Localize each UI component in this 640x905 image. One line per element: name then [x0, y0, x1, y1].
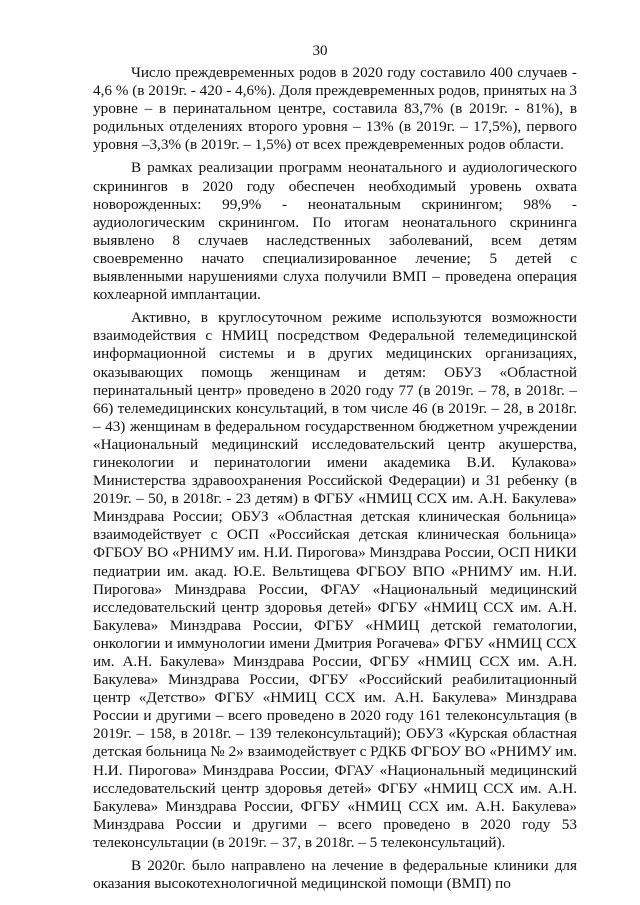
page-number: 30 [312, 43, 328, 59]
paragraph-high-tech-care: В 2020г. было направлено на лечение в федеральные клиники для оказания высокотехнологичной медицинской помощи (ВМП) по [93, 857, 577, 893]
paragraph-premature-births: Число преждевременных родов в 2020 году составило 400 случаев - 4,6 % (в 2019г. - 420 - 4,6%). Доля преждевременных родов, принятых на 3 уровне – в перинатальном центре, составила 83,7% (в 2019г. - 81%), в родильных отделениях второго уровня – 13% (в 2019г. – 17,5%), первого уровня –3,3% (в 2019г. – 1,5%) от всех преждевременных родов области. [93, 64, 577, 154]
document-body [93, 64, 577, 893]
paragraph-screening: В рамках реализации программ неонатального и аудиологического скринингов в 2020 году обеспечен необходимый уровень охвата новорожденных: 99,9% - неонатальным скринингом; 98% - аудиологическим скринингом. По итогам неонатального скрининга выявлено 8 случаев наследственных заболеваний, всем детям своевременно начато специализированное лечение; 5 детей с выявленными нарушениями слуха получили ВМП – проведена операция кохлеарной имплантации. [93, 159, 577, 304]
paragraph-telemedicine: Активно, в круглосуточном режиме используются возможности взаимодействия с НМИЦ посредством Федеральной телемедицинской информационной системы и в других медицинских организациях, оказывающих помощь женщинам и детям: ОБУЗ «Областной перинатальный центр» проведено в 2020 году 77 (в 2019г. – 78, в 2018г. – 66) телемедицинских консультаций, в том числе 46 (в 2019г. – 28, в 2018г. – 43) женщинам в федеральном государственном бюджетном учреждении «Национальный медицинский исследовательский центр акушерства, гинекологии и перинатологии имени академика В.И. Кулакова» Министерства здравоохранения Российской Федерации) и 31 ребенку (в 2019г. – 50, в 2018г. - 23 детям) в ФГБУ «НМИЦ ССХ им. А.Н. Бакулева» Минздрава России; ОБУЗ «Областная детская клиническая больница» взаимодействует с ОСП «Российская детская клиническая больница» ФГБОУ ВО «РНИМУ им. Н.И. Пирогова» Минздрава России, ОСП НИКИ педиатрии им. акад. Ю.Е. Вельтищева ФГБОУ ВПО «РНИМУ им. Н.И. Пирогова» Минздрава России, ФГАУ «Национальный медицинский исследовательский центр здоровья детей» ФГБУ «НМИЦ ССХ им. А.Н. Бакулева» Минздрава России, ФГБУ «НМИЦ детской гематологии, онкологии и иммунологии имени Дмитрия Рогачева» ФГБУ «НМИЦ ССХ им. А.Н. Бакулева» Минздрава России, ФГБУ «НМИЦ ССХ им. А.Н. Бакулева» Минздрава России, ФГБУ «Российский реабилитационный центр «Детство» ФГБУ «НМИЦ ССХ им. А.Н. Бакулева» Минздрава России и другими – всего проведено в 2020 году 161 телеконсультация (в 2019г. – 158, в 2018г. – 139 телеконсультаций); ОБУЗ «Курская областная детская больница № 2» взаимодействует с РДКБ ФГБОУ ВО «РНИМУ им. Н.И. Пирогова» Минздрава России, ФГАУ «Национальный медицинский исследовательский центр здоровья детей» ФГБУ «НМИЦ ССХ им. А.Н. Бакулева» Минздрава России, ФГБУ «НМИЦ ССХ им. А.Н. Бакулева» Минздрава России и другими – всего проведено в 2020 году 53 телеконсультации (в 2019г. – 37, в 2018г. – 5 телеконсультаций). [93, 309, 577, 851]
